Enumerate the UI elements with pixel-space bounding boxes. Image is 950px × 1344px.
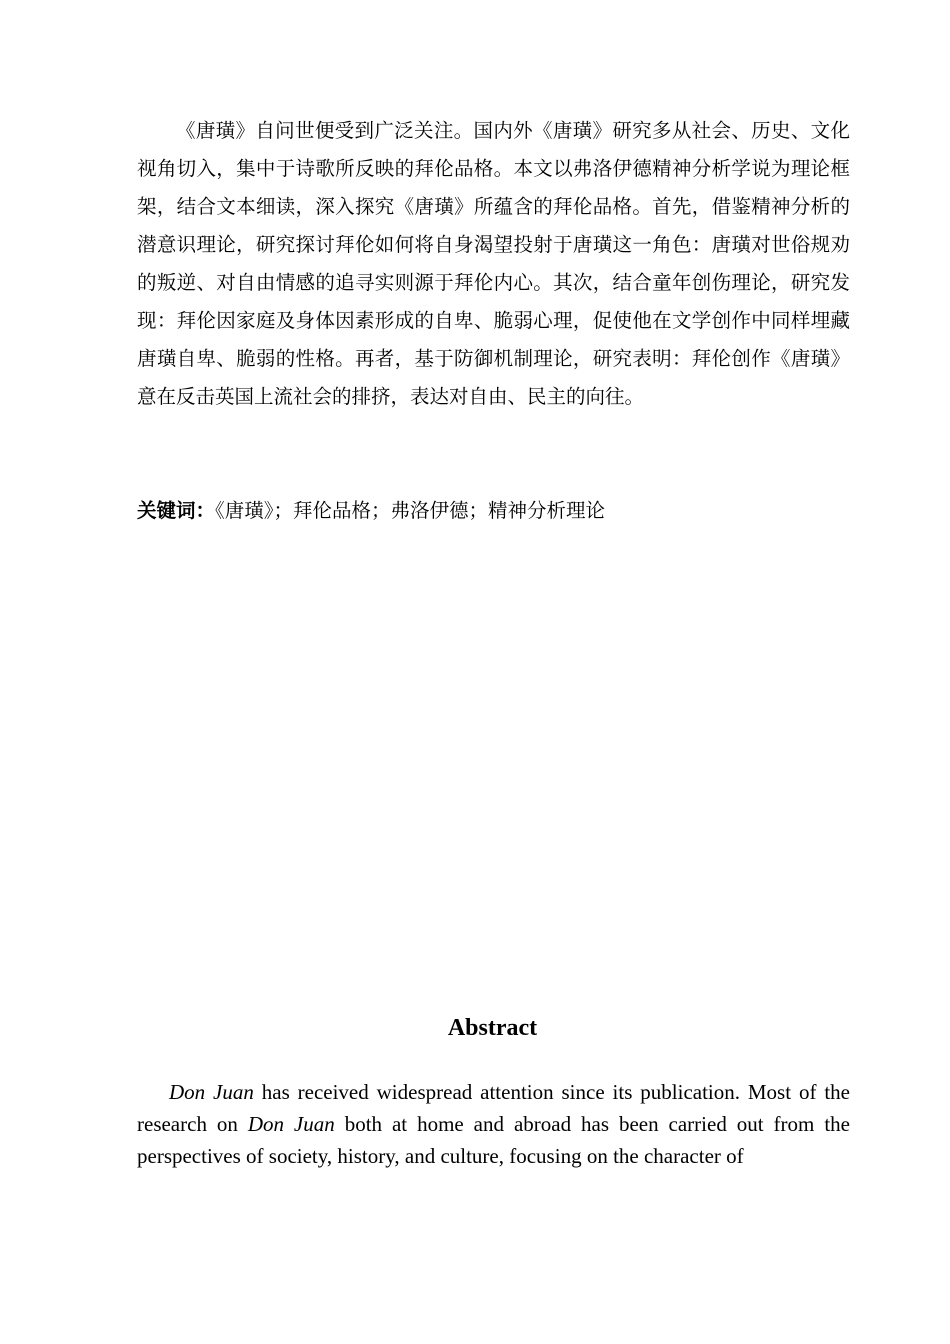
abstract-text-segment: both at home and abroad has been carried out from the perspectives of society, history, and culture, focusing on the character of <box>137 1112 850 1168</box>
chinese-abstract-paragraph: 《唐璜》自问世便受到广泛关注。国内外《唐璜》研究多从社会、历史、文化视角切入，集中于诗歌所反映的拜伦品格。本文以弗洛伊德精神分析学说为理论框架，结合文本细读，深入探究《唐璜》所蕴含的拜伦品格。首先，借鉴精神分析的潜意识理论，研究探讨拜伦如何将自身渴望投射于唐璜这一角色：唐璜对世俗规劝的叛逆、对自由情感的追寻实则源于拜伦内心。其次，结合童年创伤理论，研究发现：拜伦因家庭及身体因素形成的自卑、脆弱心理，促使他在文学创作中同样埋藏唐璜自卑、脆弱的性格。再者，基于防御机制理论，研究表明：拜伦创作《唐璜》意在反击英国上流社会的排挤，表达对自由、民主的向往。 <box>137 119 850 408</box>
abstract-title: Abstract <box>447 1015 538 1041</box>
keywords-label: 关键词： <box>137 499 216 522</box>
work-title-don-juan: Don Juan <box>247 1112 335 1136</box>
abstract-text-segment: has received widespread attention since its publication. Most of the research on <box>137 1080 850 1136</box>
work-title-don-juan: Don Juan <box>169 1080 254 1104</box>
chinese-keywords <box>137 492 850 530</box>
english-abstract-paragraph <box>137 1076 850 1172</box>
keywords-value: 《唐璜》；拜伦品格；弗洛伊德；精神分析理论 <box>215 499 606 522</box>
